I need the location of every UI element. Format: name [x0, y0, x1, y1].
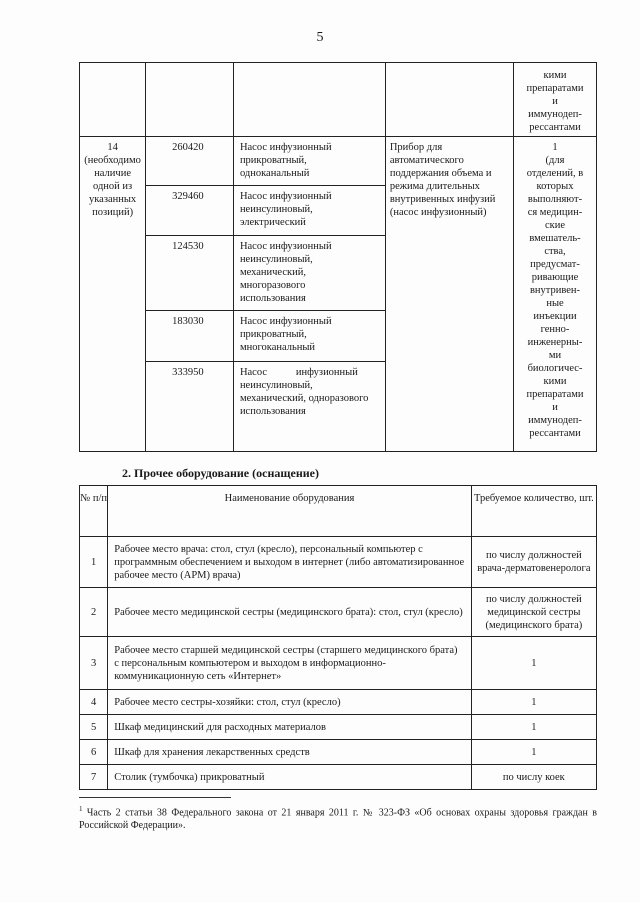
row-name: Рабочее место врача: стол, стул (кресло), персональный компьютер с программным обеспечением и выходом в интернет (либо автоматизированное рабочее место (АРМ) врача) [108, 537, 471, 588]
cell-line: (насос инфузионный) [389, 207, 487, 218]
quantity-cell [514, 137, 597, 452]
row-quantity: 1 [471, 715, 596, 740]
cell-line: ривающие [531, 272, 579, 283]
table-cell [385, 63, 513, 137]
row-quantity: по числу должностей медицинской сестры (медицинского брата) [471, 588, 596, 637]
cell-line: одной из [93, 181, 133, 192]
row-number: 7 [80, 765, 108, 790]
cell-line: биологичес- [527, 363, 583, 374]
row-number: 1 [80, 537, 108, 588]
quantity-cell-continued [514, 63, 597, 137]
cell-line: автоматического [389, 155, 464, 166]
cell-line: рессантами [529, 428, 581, 439]
position-number-cell [80, 137, 146, 452]
row-quantity: 1 [471, 637, 596, 690]
row-number: 5 [80, 715, 108, 740]
pump-code: 260420 [146, 137, 234, 186]
row-name: Шкаф для хранения лекарственных средств [108, 740, 471, 765]
row-name: Рабочее место старшей медицинской сестры (старшего медицинского брата) с персональным компьютером и выходом в информационно-коммуникационную сеть «Интернет» [108, 637, 471, 690]
equipment-table-continued [79, 62, 597, 452]
cell-line: Насос инфузионный [239, 316, 332, 327]
cell-line: вмешатель- [529, 233, 581, 244]
cell-line: иммунодеп- [528, 109, 582, 120]
footnote-divider [79, 797, 231, 798]
table-cell [233, 63, 385, 137]
row-number: 6 [80, 740, 108, 765]
footnote-mark: 1 [79, 805, 83, 813]
cell-line: механический, одноразового [239, 393, 369, 404]
pump-code: 183030 [146, 311, 234, 362]
cell-line: Прибор для [389, 142, 443, 153]
table-row [80, 537, 597, 588]
pump-name [233, 137, 385, 186]
cell-line: ные [546, 298, 564, 309]
cell-line: препаратами [526, 83, 584, 94]
cell-line: и [552, 402, 558, 413]
cell-line: поддержания объема и [389, 168, 492, 179]
cell-line: механический, [239, 267, 306, 278]
header-quantity: Требуемое количество, шт. [471, 486, 596, 537]
cell-line: препаратами [526, 389, 584, 400]
cell-line: рессантами [529, 122, 581, 133]
cell-line: кими [543, 376, 567, 387]
cell-line: ми [548, 350, 562, 361]
row-name: Шкаф медицинский для расходных материалов [108, 715, 471, 740]
table-row [80, 137, 597, 186]
cell-line: неинсулиновый, [239, 254, 313, 265]
position-number: 14 [107, 142, 118, 153]
table-row [80, 63, 597, 137]
row-number: 3 [80, 637, 108, 690]
cell-line: предусмат- [530, 259, 580, 270]
table-row [80, 715, 597, 740]
cell-line: Насос инфузионный [239, 367, 358, 378]
table-row [80, 588, 597, 637]
cell-line: генно- [540, 324, 570, 335]
other-equipment-table [79, 485, 597, 790]
cell-line: кими [543, 70, 567, 81]
cell-line: неинсулиновый, [239, 380, 313, 391]
table-cell [80, 63, 146, 137]
cell-line: (для [545, 155, 565, 166]
cell-line: и [552, 96, 558, 107]
cell-line: инъекции [533, 311, 577, 322]
table-row [80, 765, 597, 790]
cell-line: иммунодеп- [528, 415, 582, 426]
cell-line: инженерны- [527, 337, 583, 348]
table-row [80, 690, 597, 715]
cell-line: 1 [552, 142, 558, 153]
row-number: 4 [80, 690, 108, 715]
row-quantity: по числу коек [471, 765, 596, 790]
cell-line: ся медицин- [527, 207, 583, 218]
cell-line: многоканальный [239, 342, 316, 353]
cell-line: использования [239, 293, 306, 304]
cell-line: указанных [88, 194, 137, 205]
cell-line: (необходимо [84, 155, 141, 166]
cell-line: использования [239, 406, 306, 417]
row-quantity: 1 [471, 690, 596, 715]
section-title: 2. Прочее оборудование (оснащение) [122, 466, 319, 480]
row-name: Столик (тумбочка) прикроватный [108, 765, 471, 790]
cell-line: которых [536, 181, 574, 192]
cell-line: многоразового [239, 280, 306, 291]
footnote [79, 803, 597, 832]
pump-code: 329460 [146, 186, 234, 236]
header-name: Наименование оборудования [108, 486, 471, 537]
cell-line: одноканальный [239, 168, 310, 179]
pump-name [233, 236, 385, 311]
pump-code: 333950 [146, 362, 234, 452]
cell-line: прикроватный, [239, 329, 307, 340]
row-number: 2 [80, 588, 108, 637]
pump-code: 124530 [146, 236, 234, 311]
page-number: 5 [316, 30, 324, 45]
row-name: Рабочее место сестры-хозяйки: стол, стул (кресло) [108, 690, 471, 715]
row-quantity: по числу должностей врача-дерматовенеролога [471, 537, 596, 588]
cell-line: наличие [94, 168, 131, 179]
table-row [80, 740, 597, 765]
cell-line: внутривен- [529, 285, 581, 296]
row-quantity: 1 [471, 740, 596, 765]
cell-line: Насос инфузионный [239, 142, 332, 153]
cell-line: внутривенных инфузий [389, 194, 496, 205]
pump-name [233, 362, 385, 452]
cell-line: Насос инфузионный [239, 241, 332, 252]
cell-line: отделений, в [526, 168, 584, 179]
footnote-text: Часть 2 статьи 38 Федерального закона от 21 января 2011 г. № 323-ФЗ «Об основах охраны здоровья граждан в Российской Федерации». [79, 807, 597, 832]
table-cell [146, 63, 234, 137]
cell-line: выполняют- [527, 194, 583, 205]
cell-line: электрический [239, 217, 306, 228]
table-row [80, 637, 597, 690]
device-type-cell [385, 137, 513, 452]
pump-name [233, 186, 385, 236]
cell-line: режима длительных [389, 181, 480, 192]
header-number: № п/п [80, 486, 108, 537]
row-name: Рабочее место медицинской сестры (медицинского брата): стол, стул (кресло) [108, 588, 471, 637]
cell-line: неинсулиновый, [239, 204, 313, 215]
cell-line: ства, [544, 246, 566, 257]
table-header-row [80, 486, 597, 537]
cell-line: прикроватный, [239, 155, 307, 166]
cell-line: Насос инфузионный [239, 191, 332, 202]
cell-line: ские [544, 220, 566, 231]
cell-line: позиций) [92, 207, 134, 218]
pump-name [233, 311, 385, 362]
